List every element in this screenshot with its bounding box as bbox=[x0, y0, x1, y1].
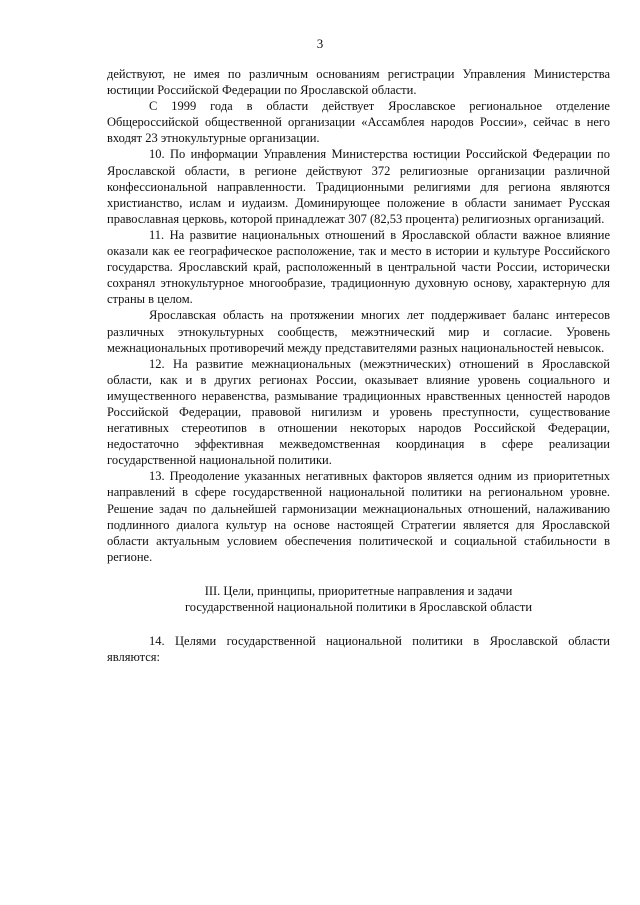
paragraph-continuation: действуют, не имея по различным основаниям регистрации Управления Министерства юстиции Российской Федерации по Ярославской области. bbox=[107, 67, 610, 98]
paragraph-10-religious-organizations: 10. По информации Управления Министерства юстиции Российской Федерации по Ярославской области, в регионе действуют 372 религиозные организации различной конфессиональной направленности. Традиционными религиями для региона являются христианство, ислам и иудаизм. Доминирующее положение в области занимает Русская православная церковь, которой принадлежат 307 (82,53 процента) религиозных организаций. bbox=[107, 147, 610, 226]
paragraph-12-negative-factors: 12. На развитие межнациональных (межэтнических) отношений в Ярославской области, как и в других регионах России, оказывает влияние уровень социального и имущественного неравенства, размывание традиционных нравственных ценностей народов Российской Федерации, правовой нигилизм и уровень преступности, существование негативных стереотипов в отношении некоторых народов Российской Федерации, недостаточно эффективная межведомственная координация в сфере реализации государственной национальной политики. bbox=[107, 356, 610, 468]
page-number: 3 bbox=[316, 36, 324, 51]
paragraph-13-overcoming-factors: 13. Преодоление указанных негативных факторов является одним из приоритетных направлений в сфере государственной национальной политики на региональном уровне. Решение задач по дальнейшей гармонизации межнациональных отношений, налаживанию подлинного диалога культур на основе настоящей Стратегии является для Ярославской области актуальным условием обеспечения политической и социальной стабильности в регионе. bbox=[107, 469, 610, 564]
section-heading-line-2: государственной национальной политики в Ярославской области bbox=[184, 600, 533, 614]
paragraph-interethnic-balance: Ярославская область на протяжении многих лет поддерживает баланс интересов различных этнокультурных сообществ, межэтнический мир и согласие. Уровень межнациональных противоречий между представителями разных национальностей невысок. bbox=[107, 308, 610, 355]
document-body bbox=[107, 66, 610, 665]
paragraph-assembly-of-peoples: С 1999 года в области действует Ярославское региональное отделение Общероссийской общественной организации «Ассамблея народов России», сейчас в него входят 23 этнокультурные организации. bbox=[107, 99, 610, 146]
paragraph-14-goals: 14. Целями государственной национальной политики в Ярославской области являются: bbox=[107, 634, 610, 665]
section-heading-line-1: III. Цели, принципы, приоритетные направления и задачи bbox=[204, 583, 513, 598]
paragraph-11-geography-history: 11. На развитие национальных отношений в Ярославской области важное влияние оказали как ее географическое расположение, так и место в истории и культуре Российского государства. Ярославский край, расположенный в центральной части России, исторически сохранял этнокультурное многообразие, традиционную духовную основу, характерную для страны в целом. bbox=[107, 227, 610, 307]
section-heading bbox=[107, 583, 610, 615]
